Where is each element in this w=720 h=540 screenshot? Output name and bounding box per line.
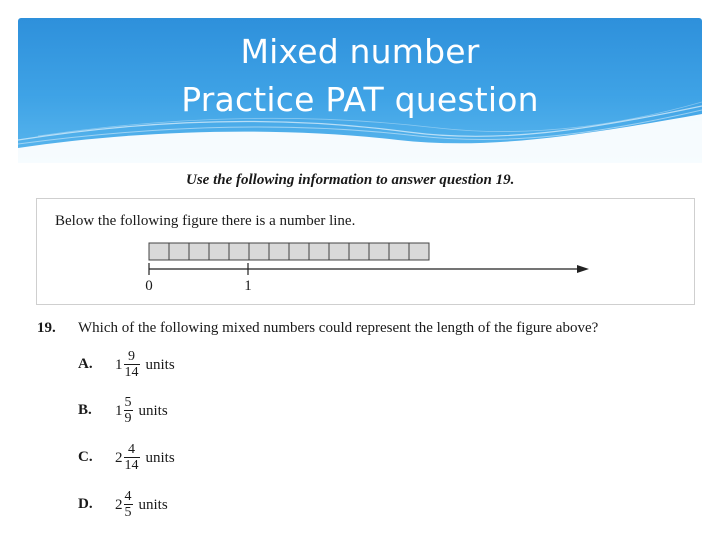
choice-letter: C. xyxy=(78,449,93,465)
choice-letter: D. xyxy=(78,496,93,512)
mixed-number xyxy=(115,348,175,382)
figure-square xyxy=(249,243,269,260)
choice-c[interactable] xyxy=(78,441,378,475)
whole-part: 2 xyxy=(115,496,123,513)
choice-b[interactable] xyxy=(78,394,378,428)
figure-square xyxy=(149,243,169,260)
info-text: Below the following figure there is a number line. xyxy=(55,213,356,229)
denominator: 14 xyxy=(124,458,139,473)
slide-title-line-1: Mixed number xyxy=(240,32,480,71)
choice-letter: B. xyxy=(78,402,92,418)
fraction xyxy=(124,396,133,426)
question-number: 19. xyxy=(37,320,56,336)
mixed-number xyxy=(115,488,168,522)
figure-square xyxy=(289,243,309,260)
info-box xyxy=(36,198,695,305)
figure-square xyxy=(389,243,409,260)
whole-part: 1 xyxy=(115,402,123,419)
number-line-figure xyxy=(37,199,696,306)
choice-d[interactable] xyxy=(78,488,378,522)
slide-title-line-2: Practice PAT question xyxy=(181,80,539,119)
arrow-head-icon xyxy=(577,265,589,273)
fraction xyxy=(124,350,140,380)
denominator: 9 xyxy=(124,411,132,426)
figure-square xyxy=(409,243,429,260)
choice-a[interactable] xyxy=(78,348,378,382)
mixed-number xyxy=(115,394,168,428)
figure-square xyxy=(309,243,329,260)
units-label: units xyxy=(138,496,168,513)
whole-part: 2 xyxy=(115,449,123,466)
numerator: 9 xyxy=(128,349,135,364)
instruction-text: Use the following information to answer question 19. xyxy=(186,172,515,188)
figure-square xyxy=(349,243,369,260)
denominator: 14 xyxy=(124,365,139,380)
figure-square xyxy=(229,243,249,260)
question-text: Which of the following mixed numbers could represent the length of the figure above? xyxy=(78,320,599,336)
units-label: units xyxy=(145,356,175,373)
units-label: units xyxy=(145,449,175,466)
figure-square xyxy=(369,243,389,260)
units-label: units xyxy=(138,402,168,419)
fraction xyxy=(124,490,133,520)
whole-part: 1 xyxy=(115,356,123,373)
mixed-number xyxy=(115,441,175,475)
figure-square xyxy=(329,243,349,260)
numerator: 5 xyxy=(124,395,132,410)
figure-square xyxy=(269,243,289,260)
figure-square xyxy=(189,243,209,260)
denominator: 5 xyxy=(124,505,132,520)
tick-label: 0 xyxy=(145,278,153,294)
numerator: 4 xyxy=(124,489,132,504)
figure-square xyxy=(209,243,229,260)
choice-letter: A. xyxy=(78,356,93,372)
fraction xyxy=(124,443,140,473)
tick-label: 1 xyxy=(244,278,252,294)
figure-square xyxy=(169,243,189,260)
numerator: 4 xyxy=(128,442,135,457)
